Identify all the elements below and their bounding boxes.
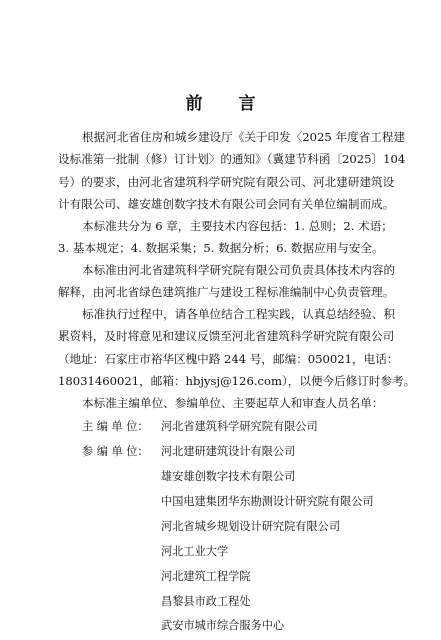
participating-unit-name: 河北建研建筑设计有限公司 <box>161 445 296 458</box>
participating-unit-name: 中国电建集团华东勘测设计研究院有限公司 <box>161 495 374 508</box>
paragraph-line: 本标准由河北省建筑科学研究院有限公司负责具体技术内容的 <box>82 263 396 277</box>
paragraph-line: 计有限公司、雄安雄创数字技术有限公司会同有关单位编制而成。 <box>58 196 395 211</box>
page-title <box>0 89 441 114</box>
title-char-1: 前 <box>185 94 203 114</box>
participating-unit-name: 雄安雄创数字技术有限公司 <box>161 470 296 483</box>
paragraph-line: 累资料，及时将意见和建议反馈至河北省建筑科学研究院有限公司 <box>58 329 395 344</box>
chief-unit-label: 主 编 单 位： <box>82 420 149 433</box>
paragraph-line: （地址：石家庄市裕华区槐中路 244 号，邮编：050021，电话： <box>58 351 399 366</box>
paragraph-list-intro <box>58 392 386 414</box>
participating-unit-name: 河北省城乡规划设计研究院有限公司 <box>161 520 341 533</box>
paragraph-line: 号）的要求，由河北省建筑科学研究院有限公司、河北建研建筑设 <box>58 174 395 189</box>
paragraph-line: 标准执行过程中，请各单位结合工程实践，认真总结经验、积 <box>82 307 396 321</box>
paragraph-line: 设标准第一批制（修）订计划〉的通知》（冀建节科函〔2025〕104 <box>58 152 406 167</box>
paragraph-feedback <box>58 303 416 392</box>
participating-unit-name: 河北建筑工程学院 <box>161 570 251 583</box>
paragraph-line: 3. 基本规定；4. 数据采集；5. 数据分析；6. 数据应用与安全。 <box>58 241 384 256</box>
paragraph-interpretation <box>58 259 396 304</box>
participating-unit-name: 昌黎县市政工程处 <box>161 595 251 608</box>
paragraph-line: 根据河北省住房和城乡建设厅《关于印发〈2025 年度省工程建 <box>82 130 406 144</box>
paragraph-line: 本标准主编单位、参编单位、主要起草人和审查人员名单： <box>82 396 384 410</box>
paragraph-basis <box>58 126 406 215</box>
paragraph-contents <box>58 215 393 260</box>
paragraph-line: 18031460021，邮箱：hbjysj@126.com），以便今后修订时参考。 <box>58 373 416 388</box>
paragraph-line: 解释，由河北省绿色建筑推广与建设工程标准编制中心负责管理。 <box>58 285 395 300</box>
title-char-2: 言 <box>238 94 256 114</box>
chief-unit-name: 河北省建筑科学研究院有限公司 <box>161 420 318 433</box>
participating-unit-label: 参 编 单 位： <box>82 445 149 458</box>
paragraph-line: 本标准共分为 6 章，主要技术内容包括：1. 总则；2. 术语； <box>82 219 393 233</box>
participating-unit-name: 河北工业大学 <box>161 545 229 558</box>
participating-unit-name: 武安市城市综合服务中心 <box>161 619 285 632</box>
